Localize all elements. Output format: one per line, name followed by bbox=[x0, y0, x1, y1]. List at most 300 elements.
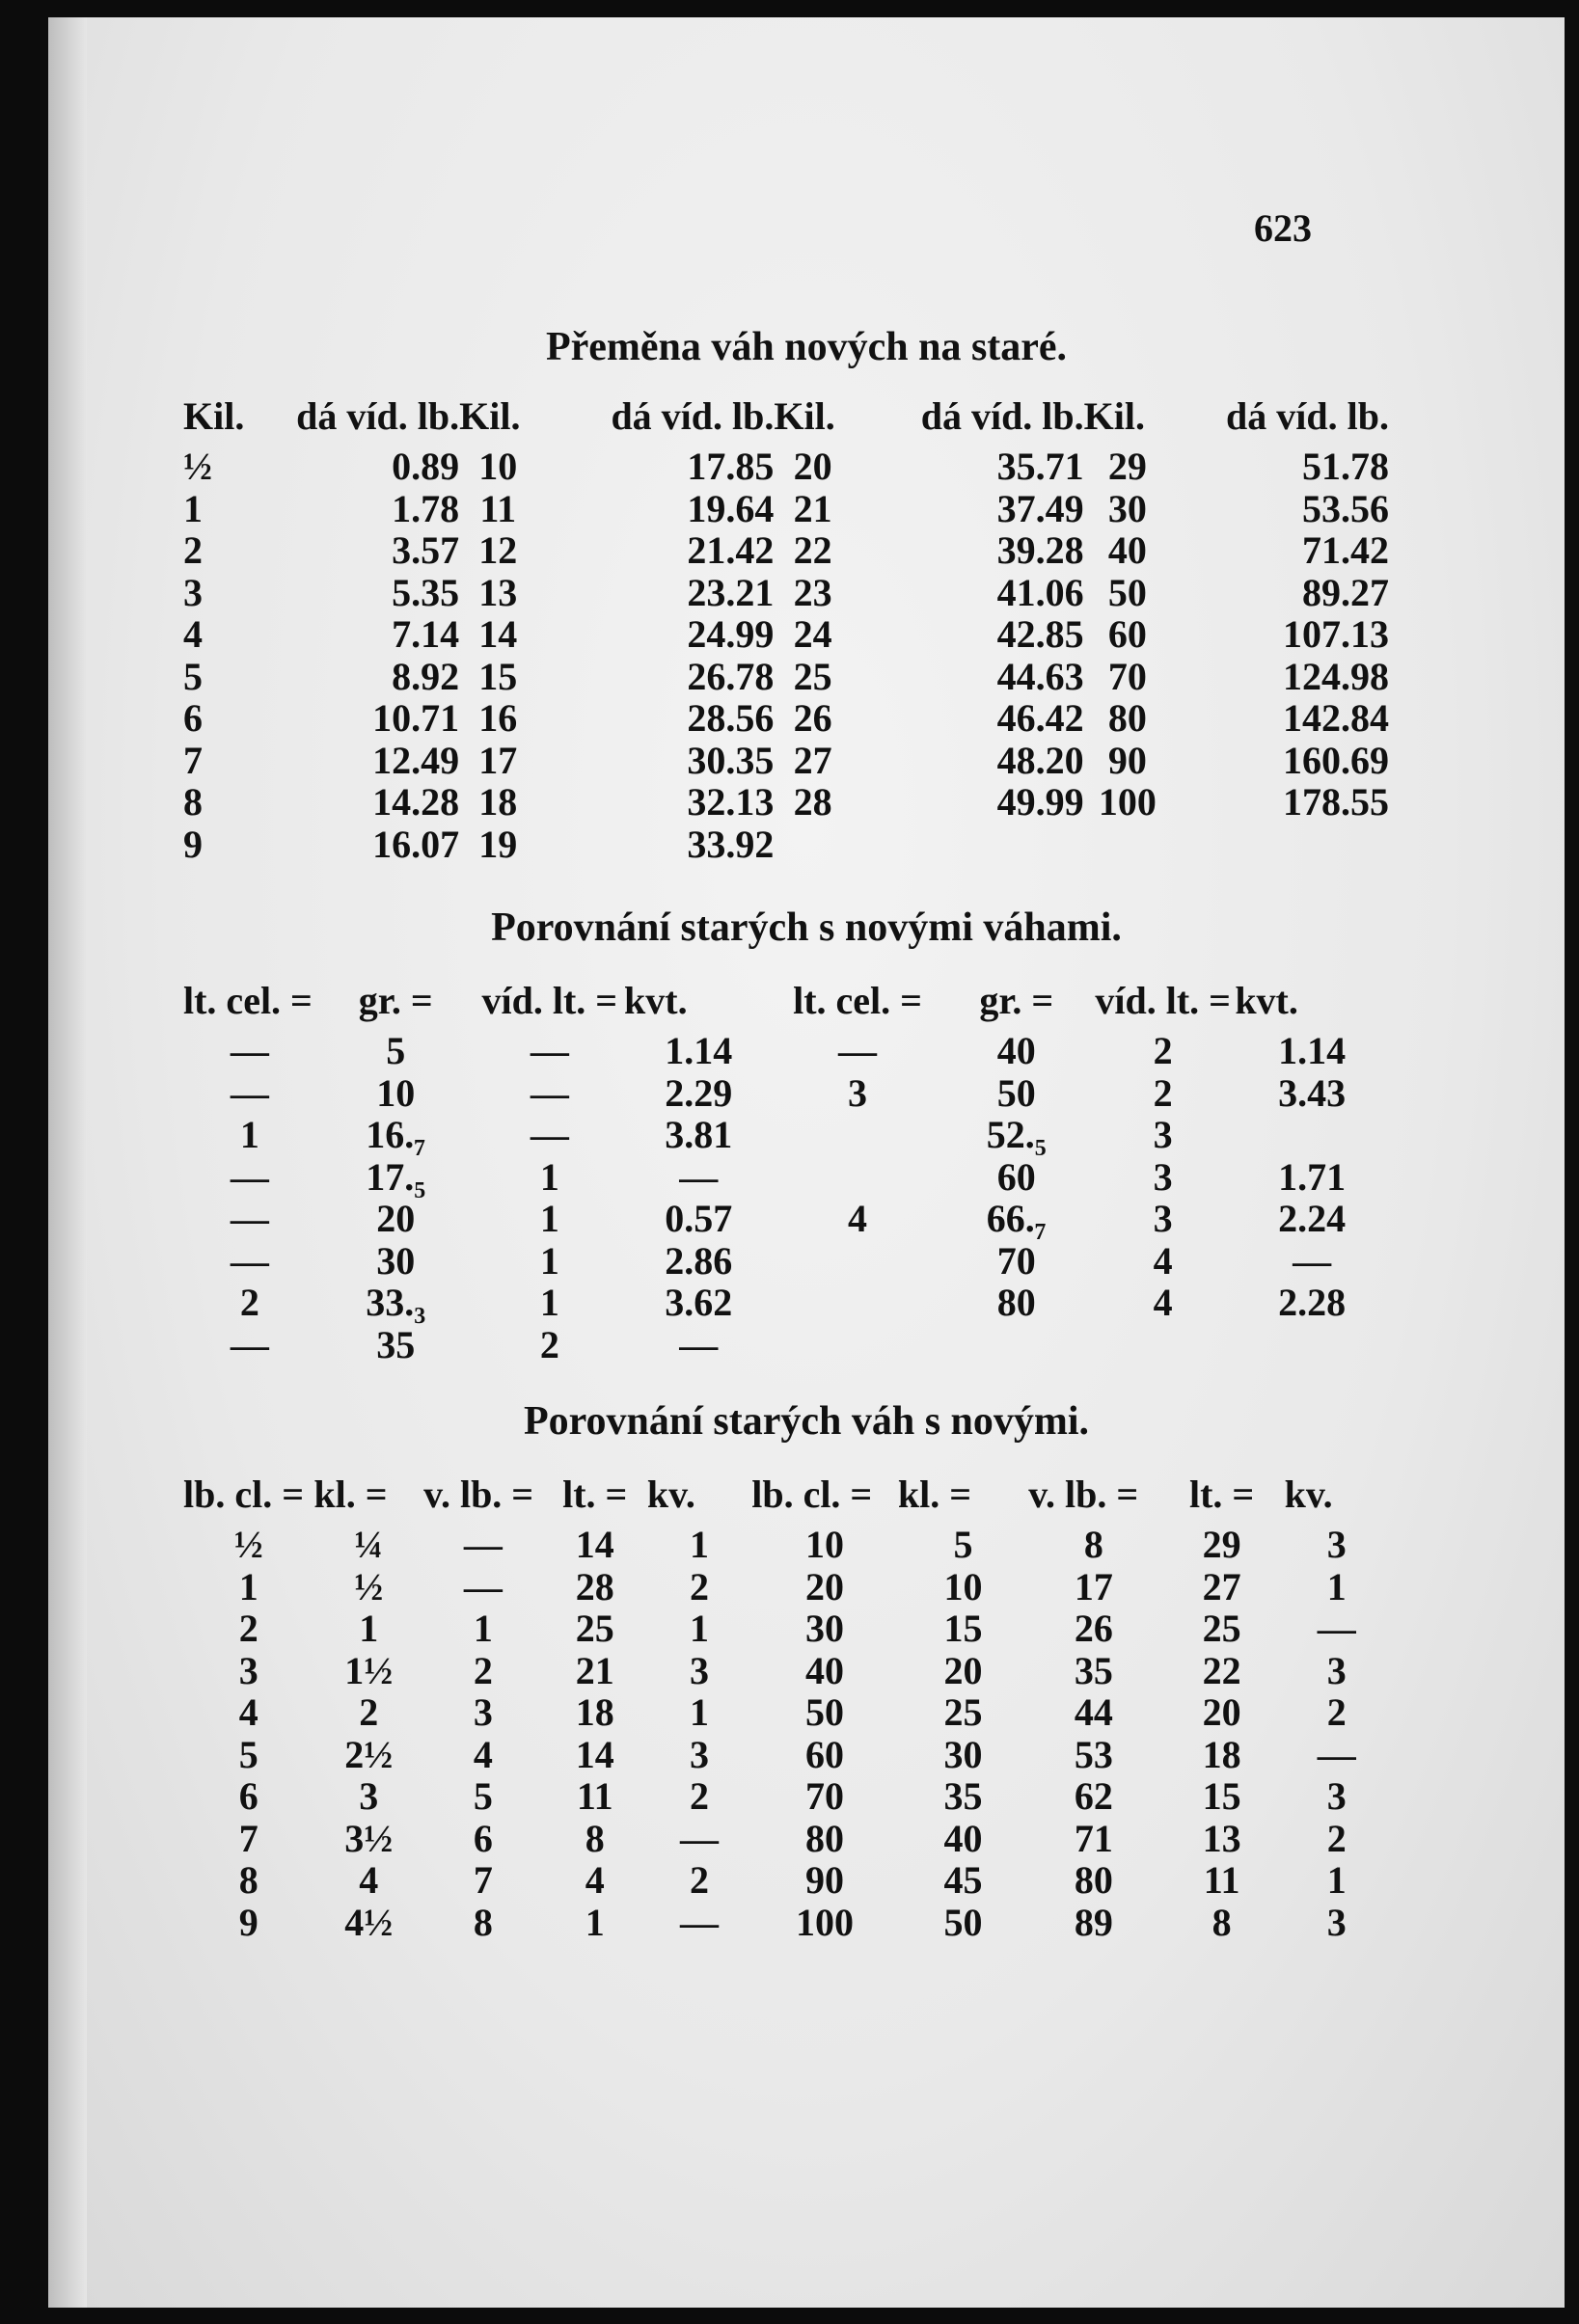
column-header: Kil. bbox=[1083, 394, 1146, 438]
table-row bbox=[183, 529, 1389, 572]
table-cell: 28.56 bbox=[687, 696, 775, 740]
table-row bbox=[183, 1240, 1389, 1283]
table-cell: 17.₅ bbox=[366, 1154, 426, 1199]
table-cell: 80 bbox=[1074, 1858, 1113, 1902]
table-row bbox=[183, 1324, 1389, 1366]
table-cell: 3 bbox=[1153, 1197, 1173, 1240]
table-cell: 26 bbox=[793, 696, 832, 740]
table-cell: 25 bbox=[793, 654, 832, 698]
table-cell: 33.₃ bbox=[366, 1281, 426, 1324]
table-cell: 23.21 bbox=[687, 570, 775, 614]
table-cell: 3 bbox=[1326, 1774, 1347, 1818]
table-cell: 60 bbox=[805, 1732, 845, 1776]
table-cell: 30 bbox=[376, 1238, 416, 1283]
table-cell: 4 bbox=[848, 1197, 868, 1240]
table-cell: 17 bbox=[478, 738, 518, 782]
table-cell: 7.14 bbox=[392, 612, 460, 656]
table-cell: 6 bbox=[183, 696, 203, 740]
table-cell: 4 bbox=[183, 612, 203, 656]
table-cell bbox=[774, 1324, 942, 1366]
table-cell: 3 bbox=[359, 1774, 379, 1818]
table-cell: — bbox=[230, 1154, 269, 1199]
table-row bbox=[183, 572, 1389, 614]
table-cell: 7 bbox=[473, 1858, 493, 1902]
table-cell: 12.49 bbox=[372, 738, 460, 782]
table-cell: 0.89 bbox=[392, 445, 460, 488]
table-cell: 23 bbox=[793, 570, 832, 614]
table-cell: 21 bbox=[793, 486, 832, 530]
table-cell: 27 bbox=[1202, 1564, 1241, 1608]
table-row bbox=[183, 613, 1389, 656]
table-cell: 53.56 bbox=[1302, 486, 1389, 530]
table-cell: 7 bbox=[238, 1816, 259, 1860]
table-cell: 30.35 bbox=[687, 738, 775, 782]
table-cell bbox=[774, 1282, 942, 1324]
table-row bbox=[183, 1114, 1389, 1156]
table-cell: 5 bbox=[238, 1732, 259, 1776]
table-cell: 3 bbox=[183, 570, 203, 614]
table-cell: 8 bbox=[238, 1858, 259, 1902]
table-cell bbox=[852, 824, 1084, 866]
table-cell: 2 bbox=[539, 1322, 559, 1366]
table-cell: 4 bbox=[1153, 1281, 1173, 1324]
table-cell: 49.99 bbox=[996, 780, 1084, 824]
table-row bbox=[183, 656, 1389, 698]
table-cell: 40 bbox=[805, 1648, 845, 1692]
table-cell: 90 bbox=[1107, 738, 1147, 782]
table-cell: 40 bbox=[1107, 528, 1147, 572]
table-cell: 21.42 bbox=[687, 528, 775, 572]
table-cell: 2.28 bbox=[1278, 1281, 1347, 1324]
column-header: Kil. bbox=[183, 394, 245, 438]
table-cell: 71.42 bbox=[1302, 528, 1389, 572]
book-page bbox=[48, 17, 1565, 2308]
table-cell: — bbox=[230, 1197, 269, 1240]
table-cell: — bbox=[230, 1322, 269, 1366]
table-cell: ¼ bbox=[354, 1523, 384, 1566]
table-cell: 1 bbox=[585, 1900, 605, 1944]
table-cell: 2.29 bbox=[665, 1070, 733, 1115]
column-header: kv. bbox=[646, 1473, 695, 1516]
table-cell: 1 bbox=[690, 1690, 710, 1734]
table-cell: ½ bbox=[233, 1523, 263, 1566]
column-header: Kil. bbox=[459, 394, 521, 438]
table-cell: 100 bbox=[796, 1900, 855, 1944]
table-cell: 16.₇ bbox=[366, 1113, 426, 1156]
table-cell: 5.35 bbox=[392, 570, 460, 614]
column-header: víd. lt. = bbox=[1095, 979, 1231, 1022]
table-cell: — bbox=[230, 1029, 269, 1072]
table-cell: 3 bbox=[1326, 1648, 1347, 1692]
table-cell: 10.71 bbox=[372, 696, 460, 740]
table-cell: 5 bbox=[183, 654, 203, 698]
table-cell: 107.13 bbox=[1283, 612, 1389, 656]
table-cell bbox=[774, 1114, 942, 1156]
column-header: kl. = bbox=[897, 1473, 971, 1516]
table-cell: 39.28 bbox=[996, 528, 1084, 572]
table-cell bbox=[1084, 824, 1171, 866]
table-cell: 19.64 bbox=[687, 486, 775, 530]
table-cell: 28 bbox=[575, 1564, 614, 1608]
table-cell: 35 bbox=[943, 1774, 983, 1818]
table-cell: 50 bbox=[943, 1900, 983, 1944]
table-cell: — bbox=[530, 1029, 569, 1072]
table-cell: 1 bbox=[539, 1281, 559, 1324]
table-cell: 18 bbox=[575, 1690, 614, 1734]
table-cell: 62 bbox=[1074, 1774, 1113, 1818]
table-cell: 70 bbox=[1107, 654, 1147, 698]
table-cell: 16 bbox=[478, 696, 518, 740]
table-row bbox=[183, 1282, 1389, 1324]
table-cell: — bbox=[1293, 1238, 1332, 1283]
table-cell: 3 bbox=[690, 1732, 710, 1776]
table-cell: 14 bbox=[478, 612, 518, 656]
table-cell: 3 bbox=[690, 1648, 710, 1692]
table-cell: 25 bbox=[1202, 1607, 1241, 1650]
table-cell bbox=[774, 1240, 942, 1283]
table-cell: 2 bbox=[1153, 1029, 1173, 1072]
table-cell: 5 bbox=[953, 1523, 973, 1566]
table-cell: 26 bbox=[1074, 1607, 1113, 1650]
column-header: kl. = bbox=[313, 1473, 388, 1516]
table-cell: 13 bbox=[1202, 1816, 1241, 1860]
table-cell: 2 bbox=[1326, 1690, 1347, 1734]
table-cell: — bbox=[230, 1238, 269, 1283]
table-cell: — bbox=[463, 1564, 503, 1608]
table-row bbox=[183, 446, 1389, 488]
table-cell: 2 bbox=[690, 1774, 710, 1818]
column-header: lt. = bbox=[562, 1473, 628, 1516]
column-header: kv. bbox=[1284, 1473, 1333, 1516]
table-row bbox=[183, 1156, 1389, 1199]
table-cell: 2 bbox=[359, 1690, 379, 1734]
table-cell: 44.63 bbox=[996, 654, 1084, 698]
table-cell: 3 bbox=[1153, 1154, 1173, 1199]
comparison-table-old-new-weights bbox=[183, 972, 1389, 1365]
conversion-table-new-to-old bbox=[183, 388, 1389, 865]
table-cell: 3.43 bbox=[1278, 1070, 1347, 1115]
table-cell: — bbox=[679, 1154, 719, 1199]
table-row bbox=[183, 1030, 1389, 1072]
table-cell: 27 bbox=[793, 738, 832, 782]
column-header: v. lb. = bbox=[423, 1473, 534, 1516]
table-cell: 14.28 bbox=[372, 780, 460, 824]
page-number: 623 bbox=[1254, 206, 1312, 250]
table-cell: 35 bbox=[1074, 1648, 1113, 1692]
table-cell: 4 bbox=[1153, 1238, 1173, 1283]
section-2-title: Porovnání starých s novými váhami. bbox=[491, 905, 1122, 950]
table-cell: 2 bbox=[690, 1858, 710, 1902]
table-cell: 8.92 bbox=[392, 654, 460, 698]
table-cell: 12 bbox=[478, 528, 518, 572]
column-header: lt. = bbox=[1189, 1473, 1255, 1516]
table-cell: — bbox=[463, 1523, 503, 1566]
table-cell: 1 bbox=[690, 1607, 710, 1650]
table-cell: 20 bbox=[1202, 1690, 1241, 1734]
table-cell: 14 bbox=[575, 1732, 614, 1776]
table-cell: 40 bbox=[943, 1816, 983, 1860]
table-cell: 3.57 bbox=[392, 528, 460, 572]
table-cell: 6 bbox=[238, 1774, 259, 1818]
table-header-row bbox=[183, 388, 1389, 446]
table-cell: — bbox=[530, 1113, 569, 1156]
table-cell: 60 bbox=[996, 1154, 1036, 1199]
table-cell: 40 bbox=[996, 1029, 1036, 1072]
table-cell: 30 bbox=[943, 1732, 983, 1776]
table-cell: 4½ bbox=[344, 1900, 394, 1944]
table-cell: 1.78 bbox=[392, 486, 460, 530]
table-cell: 1 bbox=[183, 486, 203, 530]
table-cell: 35 bbox=[376, 1322, 416, 1366]
table-cell: 11 bbox=[1203, 1858, 1240, 1902]
table-row bbox=[183, 1566, 1389, 1608]
column-header: lt. cel. = bbox=[183, 979, 313, 1022]
table-row bbox=[183, 1775, 1389, 1818]
table-cell: 71 bbox=[1074, 1816, 1113, 1860]
table-cell: 10 bbox=[805, 1523, 845, 1566]
table-cell: 3½ bbox=[344, 1816, 394, 1860]
column-header: dá víd. lb. bbox=[296, 394, 460, 438]
table-cell: 1½ bbox=[344, 1648, 394, 1692]
table-cell: 29 bbox=[1202, 1523, 1241, 1566]
table-cell bbox=[942, 1324, 1091, 1366]
table-cell: 16.07 bbox=[372, 822, 460, 866]
table-row bbox=[183, 1859, 1389, 1902]
table-cell: 19 bbox=[478, 822, 518, 866]
table-cell: 1 bbox=[359, 1607, 379, 1650]
table-cell: 80 bbox=[996, 1281, 1036, 1324]
table-cell: 45 bbox=[943, 1858, 983, 1902]
table-cell: 1 bbox=[1326, 1858, 1347, 1902]
table-cell: 10 bbox=[376, 1070, 416, 1115]
table-cell: 52.₅ bbox=[986, 1113, 1047, 1156]
table-cell: 53 bbox=[1074, 1732, 1113, 1776]
column-header: dá víd. lb. bbox=[611, 394, 775, 438]
table-cell bbox=[1091, 1324, 1235, 1366]
table-cell: — bbox=[530, 1070, 569, 1115]
table-cell: 20 bbox=[943, 1648, 983, 1692]
table-cell: — bbox=[1317, 1732, 1356, 1776]
table-cell: 22 bbox=[1202, 1648, 1241, 1692]
table-cell: 2 bbox=[690, 1564, 710, 1608]
column-header: kvt. bbox=[624, 979, 688, 1022]
table-cell: 5 bbox=[473, 1774, 493, 1818]
table-cell: 4 bbox=[359, 1858, 379, 1902]
column-header: gr. = bbox=[358, 979, 433, 1022]
column-header: lt. cel. = bbox=[793, 979, 922, 1022]
table-cell: 50 bbox=[996, 1070, 1036, 1115]
table-row bbox=[183, 1818, 1389, 1860]
table-row bbox=[183, 1198, 1389, 1240]
table-cell: 17 bbox=[1074, 1564, 1113, 1608]
table-cell: 2 bbox=[473, 1648, 493, 1692]
table-row bbox=[183, 1902, 1389, 1944]
column-header: víd. lt. = bbox=[481, 979, 618, 1022]
table-row bbox=[183, 1072, 1389, 1115]
section-3-title: Porovnání starých váh s novými. bbox=[523, 1399, 1090, 1444]
table-cell: 10 bbox=[943, 1564, 983, 1608]
table-cell: 2 bbox=[239, 1281, 259, 1324]
column-header: dá víd. lb. bbox=[1226, 394, 1389, 438]
table-cell: 2 bbox=[238, 1607, 259, 1650]
table-cell: 26.78 bbox=[687, 654, 775, 698]
table-row bbox=[183, 1608, 1389, 1650]
column-header: Kil. bbox=[774, 394, 835, 438]
table-cell: 1.14 bbox=[1278, 1029, 1347, 1072]
column-header: dá víd. lb. bbox=[920, 394, 1084, 438]
table-cell: 18 bbox=[1202, 1732, 1241, 1776]
table-cell: 2.24 bbox=[1278, 1197, 1347, 1240]
table-cell: 44 bbox=[1074, 1690, 1113, 1734]
table-cell: 32.13 bbox=[687, 780, 775, 824]
table-cell: 80 bbox=[805, 1816, 845, 1860]
table-cell: 29 bbox=[1107, 445, 1147, 488]
table-cell: 18 bbox=[478, 780, 518, 824]
table-cell: 15 bbox=[1202, 1774, 1241, 1818]
table-cell: 142.84 bbox=[1283, 696, 1389, 740]
table-cell: 11 bbox=[576, 1774, 613, 1818]
table-cell: 3.62 bbox=[665, 1281, 733, 1324]
table-cell: 89 bbox=[1074, 1900, 1113, 1944]
table-cell: 14 bbox=[575, 1523, 614, 1566]
table-cell: 3 bbox=[848, 1070, 868, 1115]
table-cell: 8 bbox=[1211, 1900, 1232, 1944]
table-row bbox=[183, 1734, 1389, 1776]
table-cell: 0.57 bbox=[665, 1197, 733, 1240]
table-cell: ½ bbox=[183, 445, 212, 488]
table-cell: 1 bbox=[473, 1607, 493, 1650]
table-cell: 35.71 bbox=[996, 445, 1084, 488]
table-cell: 100 bbox=[1098, 780, 1157, 824]
table-cell: 1.71 bbox=[1278, 1154, 1347, 1199]
table-cell: — bbox=[838, 1029, 878, 1072]
table-cell: 25 bbox=[943, 1690, 983, 1734]
table-cell bbox=[1171, 824, 1389, 866]
table-row bbox=[183, 740, 1389, 782]
table-cell: 51.78 bbox=[1302, 445, 1389, 488]
column-header: lb. cl. = bbox=[751, 1473, 873, 1516]
table-cell: 21 bbox=[575, 1648, 614, 1692]
column-header: v. lb. = bbox=[1028, 1473, 1139, 1516]
table-row bbox=[183, 1650, 1389, 1692]
table-cell: 46.42 bbox=[996, 696, 1084, 740]
table-cell bbox=[774, 824, 851, 866]
table-cell: 4 bbox=[473, 1732, 493, 1776]
table-cell: 90 bbox=[805, 1858, 845, 1902]
table-row bbox=[183, 1691, 1389, 1734]
table-cell: 2 bbox=[1326, 1816, 1347, 1860]
table-cell: 30 bbox=[805, 1607, 845, 1650]
table-row bbox=[183, 697, 1389, 740]
table-cell: 33.92 bbox=[687, 822, 775, 866]
table-cell: — bbox=[679, 1322, 719, 1366]
table-cell: 1 bbox=[238, 1564, 259, 1608]
table-cell: 15 bbox=[478, 654, 518, 698]
table-cell: 3 bbox=[1326, 1900, 1347, 1944]
table-cell: 8 bbox=[183, 780, 203, 824]
table-cell: 48.20 bbox=[996, 738, 1084, 782]
table-cell: 2.86 bbox=[665, 1238, 733, 1283]
table-cell: 8 bbox=[473, 1900, 493, 1944]
table-cell: 20 bbox=[376, 1197, 416, 1240]
table-cell: 41.06 bbox=[996, 570, 1084, 614]
table-cell: 160.69 bbox=[1283, 738, 1389, 782]
table-cell: 3 bbox=[473, 1690, 493, 1734]
table-header-row bbox=[183, 1466, 1389, 1524]
table-row bbox=[183, 488, 1389, 530]
table-cell: 24 bbox=[793, 612, 832, 656]
table-cell: 1 bbox=[539, 1154, 559, 1199]
table-cell: 11 bbox=[479, 486, 517, 530]
table-cell: 1 bbox=[1326, 1564, 1347, 1608]
table-cell: 25 bbox=[575, 1607, 614, 1650]
column-header: lb. cl. = bbox=[183, 1473, 305, 1516]
table-cell: 178.55 bbox=[1283, 780, 1389, 824]
table-cell: 15 bbox=[943, 1607, 983, 1650]
table-cell: 37.49 bbox=[996, 486, 1084, 530]
table-row bbox=[183, 781, 1389, 824]
table-cell: — bbox=[680, 1816, 720, 1860]
table-cell: 2 bbox=[1153, 1070, 1173, 1115]
table-cell: ½ bbox=[354, 1564, 384, 1608]
table-cell: 89.27 bbox=[1302, 570, 1389, 614]
table-row bbox=[183, 824, 1389, 866]
table-cell: 9 bbox=[183, 822, 203, 866]
table-header-row bbox=[183, 972, 1389, 1030]
table-cell: 6 bbox=[473, 1816, 493, 1860]
table-cell bbox=[1235, 1324, 1389, 1366]
section-1-title: Přeměna váh nových na staré. bbox=[545, 325, 1068, 369]
table-cell: 1 bbox=[690, 1523, 710, 1566]
table-cell: 3 bbox=[1326, 1523, 1347, 1566]
table-cell: 10 bbox=[478, 445, 518, 488]
table-cell: 42.85 bbox=[996, 612, 1084, 656]
table-cell: 3 bbox=[1153, 1113, 1173, 1156]
table-cell: 2 bbox=[183, 528, 203, 572]
table-cell: 9 bbox=[238, 1900, 259, 1944]
table-cell: 4 bbox=[238, 1690, 259, 1734]
table-cell: 4 bbox=[585, 1858, 605, 1902]
table-cell: 13 bbox=[478, 570, 518, 614]
table-cell: 80 bbox=[1107, 696, 1147, 740]
column-header: gr. = bbox=[979, 979, 1054, 1022]
table-cell: 66.₇ bbox=[986, 1197, 1047, 1240]
table-cell: 2½ bbox=[344, 1732, 394, 1776]
table-cell: 1 bbox=[539, 1238, 559, 1283]
table-cell bbox=[1235, 1114, 1389, 1156]
table-cell: 5 bbox=[386, 1029, 406, 1072]
table-cell: — bbox=[1317, 1607, 1356, 1650]
table-cell: 70 bbox=[805, 1774, 845, 1818]
comparison-table-old-weights-new bbox=[183, 1466, 1389, 1943]
table-cell: 22 bbox=[793, 528, 832, 572]
table-cell: 24.99 bbox=[687, 612, 775, 656]
table-cell bbox=[774, 1156, 942, 1199]
table-cell: 70 bbox=[996, 1238, 1036, 1283]
table-cell: — bbox=[230, 1070, 269, 1115]
table-cell: — bbox=[680, 1900, 720, 1944]
table-cell: 20 bbox=[805, 1564, 845, 1608]
table-cell: 1 bbox=[239, 1113, 259, 1156]
table-cell: 7 bbox=[183, 738, 203, 782]
table-cell: 3.81 bbox=[665, 1113, 733, 1156]
table-cell: 30 bbox=[1107, 486, 1147, 530]
table-cell: 1 bbox=[539, 1197, 559, 1240]
table-cell: 28 bbox=[793, 780, 832, 824]
table-cell: 60 bbox=[1107, 612, 1147, 656]
table-cell: 3 bbox=[238, 1648, 259, 1692]
table-cell: 124.98 bbox=[1283, 654, 1389, 698]
